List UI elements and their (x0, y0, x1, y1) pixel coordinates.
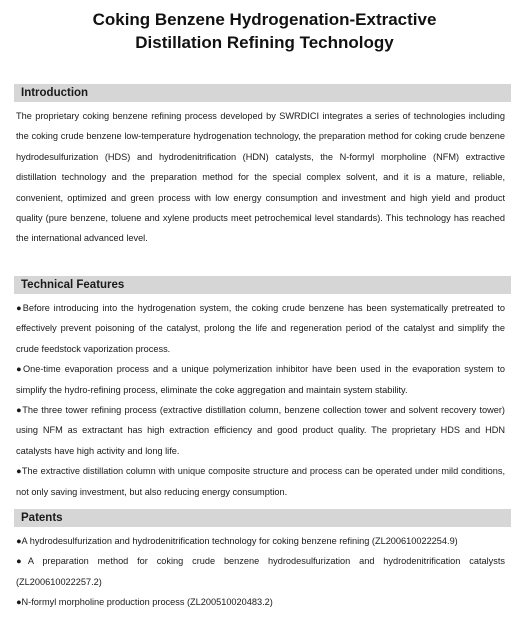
introduction-heading: Introduction (14, 84, 511, 102)
feature-item-pretreatment: ●Before introducing into the hydrogenation system, the coking crude benzene has been systematically pretreated to effectively prevent poisoning of the catalyst, prolong the life and regeneration period of the catalyst and simplify the crude feedstock vaporization process. (16, 303, 505, 354)
feature-item-extractive-column: ●The extractive distillation column with unique composite structure and process can be operated under mild conditions, not only saving investment, but also reducing energy consumption. (16, 466, 505, 497)
feature-item-evaporation: ●One-time evaporation process and a unique polymerization inhibitor have been used in the evaporation system to simplify the hydro-refining process, eliminate the coke aggregation and maintain system stability. (16, 364, 505, 395)
document-title-line-2: Distillation Refining Technology (135, 33, 394, 52)
document-title-line-1: Coking Benzene Hydrogenation-Extractive (92, 10, 437, 29)
feature-item-three-tower: ●The three tower refining process (extractive distillation column, benzene collection tower and solvent recovery tower) using NFM as extractant has high extraction efficiency and good product quality. The proprietary HDS and HDN catalysts have high activity and long life. (16, 405, 505, 456)
patent-item-hds-hdn-technology: ●A hydrodesulfurization and hydrodenitrification technology for coking benzene refining (ZL200610022254.9) (16, 536, 458, 546)
introduction-body: The proprietary coking benzene refining process developed by SWRDICI integrates a series of technologies including the coking crude benzene low-temperature hydrogenation technology, the preparation method for coking crude benzene hydrodesulfurization (HDS) and hydrodenitrification (HDN) catalysts, the N-formyl morpholine (NFM) extractive distillation technology and the preparation method for the special complex solvent, and it is a mature, reliable, convenient, optimized and green process with low energy consumption and investment and high yield and product quality (pure benzene, toluene and xylene products meet petrochemical level standards). This technology has reached the international advanced level. (16, 111, 505, 244)
patent-item-catalyst-preparation: ●A preparation method for coking crude benzene hydrodesulfurization and hydrodenitrification catalysts (ZL200610022257.2) (16, 556, 505, 587)
document-title (0, 8, 529, 54)
patent-item-nfm-production: ●N-formyl morpholine production process (ZL200510020483.2) (16, 597, 273, 608)
patents-heading: Patents (14, 509, 511, 527)
technical-features-list (16, 298, 505, 502)
technical-features-heading: Technical Features (14, 276, 511, 294)
patents-list (16, 531, 505, 613)
